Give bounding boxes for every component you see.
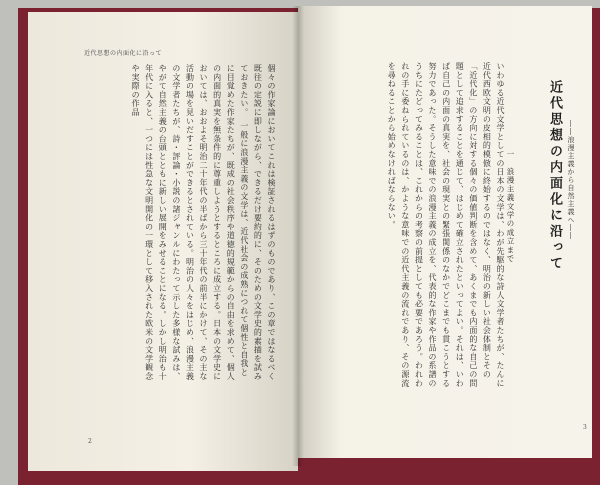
chapter-title: 近代思想の内面化に沿って	[547, 80, 562, 272]
book-gutter	[292, 6, 304, 466]
chapter-title-block	[520, 80, 576, 370]
chapter-subtitle: ――浪漫主義から自然主義へ――	[567, 120, 575, 240]
right-body-text: いわゆる近代文学としての日本の文学は、わが先駆的な詩人文学者たちが、たんに近代西欧文明の皮相的模倣に終始するのではなく、明治の新しい社会体制とその「近代化」の方向に対する個々の価値判断を含めて、あくまでも内面的な自己の問題として追求することを通じて、はじめて確立されたといってよい。それは、いわば自己の内面の真実を、社会の現実との緊張関係のなかでどこまでも貫こうとする努力であった。そうした意味での浪漫主義の成立を、代表的な作家や作品の系譜のうちにたどってみることは、これからの考察の前提としても必要であろう。われわれの手に委ねられているのは、かような意味での近代主義の流れであり、その源流を尋ねることから始めなければならない。	[387, 62, 505, 388]
running-head: 近代思想の内面化に沿って	[84, 50, 163, 57]
left-page-number: 2	[88, 438, 92, 445]
section-heading: 一 浪漫主義文学の成立まで	[506, 150, 515, 264]
left-body-text: 個々の作家論においてこれは検証されるはずのものであり、この章ではなるべく既往の定説に即しながら、できるだけ要約的に、そのための文学史的素描を試みておきたい。 一般に浪漫主義の文学は、近代社会の成熟につれて個性と自我とに目覚めた作家たちが、既成の社会秩序や道徳的規範からの自由を求めて、個人の内面的真実を無条件的に尊重しようとするところに成立する。日本の文学史においては、おおよそ明治二十年代の半ばから三十年代の前半にかけて、その主な活動の場を見いだすことができるとされている。明治の人々をはじめ、浪漫主義の文学者たちが、詩・評論・小説の諸ジャンルにわたって示した多様な試みは、やがて自然主義の台頭とともに新しい展開をみせることになる。しかし明治も十年代に入ると、一つには性急な文明開化の一環として移入された欧米の文学観念や実際の作品	[131, 64, 276, 381]
right-page-number: 3	[583, 424, 587, 431]
